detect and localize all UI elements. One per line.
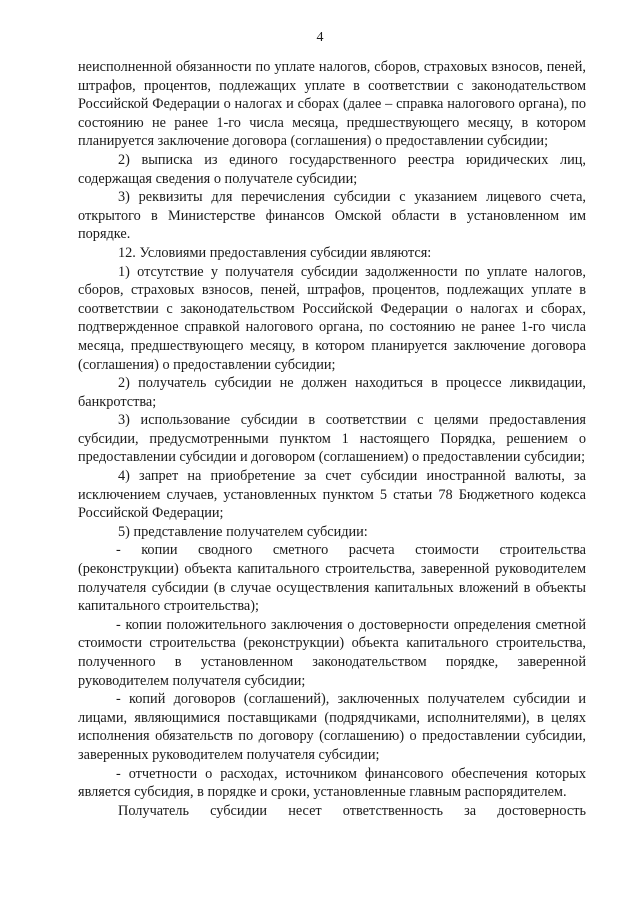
document-body xyxy=(78,58,586,820)
paragraph-item-2: 2) выписка из единого государственного реестра юридических лиц, содержащая сведения о получателе субсидии; xyxy=(78,151,586,187)
section-12-heading: 12. Условиями предоставления субсидии являются: xyxy=(118,244,432,261)
list-item-expert-conclusion: - копии положительного заключения о достоверности определения сметной стоимости строительства (реконструкции) объекта капитального строительства, полученного в установленном законодательством порядке, заверенной руководителем получателя субсидии; xyxy=(78,616,586,689)
page-number: 4 xyxy=(316,30,324,45)
condition-item-1: 1) отсутствие у получателя субсидии задолженности по уплате налогов, сборов, страховых взносов, пеней, штрафов, процентов, подлежащих уплате в соответствии с законодательством Российской Федерации о налогах и сборах, подтвержденное справкой налогового органа, по состоянию не ранее 1-го числа месяца, предшествующего месяцу, в котором планируется заключение договора (соглашения) о предоставлении субсидии; xyxy=(78,263,586,373)
condition-item-2: 2) получатель субсидии не должен находиться в процессе ликвидации, банкротства; xyxy=(78,375,586,410)
condition-item-4: 4) запрет на приобретение за счет субсидии иностранной валюты, за исключением случаев, установленных пунктом 5 статьи 78 Бюджетного кодекса Российской Федерации; xyxy=(78,468,586,522)
condition-item-3: 3) использование субсидии в соответствии с целями предоставления субсидии, предусмотренными пунктом 1 настоящего Порядка, решением о предоставлении субсидии и договором (соглашением) о предоставлении субсидии; xyxy=(78,412,586,466)
paragraph-continuation: неисполненной обязанности по уплате налогов, сборов, страховых взносов, пеней, штрафов, процентов, подлежащих уплате в соответствии с законодательством Российской Федерации о налогах и сборах (далее – справка налогового органа), по состоянию не ранее 1-го числа месяца, предшествующего месяцу, в котором планируется заключение договора (соглашения) о предоставлении субсидии; xyxy=(78,59,586,150)
list-item-expense-report: - отчетности о расходах, источником финансового обеспечения которых является субсидия, в порядке и сроки, установленные главным распорядителем. xyxy=(78,765,586,801)
paragraph-responsibility: Получатель субсидии несет ответственность за достоверность xyxy=(118,802,586,819)
list-item-contracts-copies: - копий договоров (соглашений), заключенных получателем субсидии и лицами, являющимися поставщиками (подрядчиками, исполнителями), в целях исполнения обязательств по договору (соглашению) о предоставлении субсидии, заверенных руководителем получателя субсидии; xyxy=(78,691,586,763)
paragraph-item-3: 3) реквизиты для перечисления субсидии с указанием лицевого счета, открытого в Министерстве финансов Омской области в установленном им порядке. xyxy=(78,189,586,243)
list-item-estimate-copy: - копии сводного сметного расчета стоимости строительства (реконструкции) объекта капитального строительства, заверенной руководителем получателя субсидии (в случае осуществления капитальных вложений в объекты капитального строительства); xyxy=(78,542,586,615)
condition-item-5: 5) представление получателем субсидии: xyxy=(118,523,368,540)
